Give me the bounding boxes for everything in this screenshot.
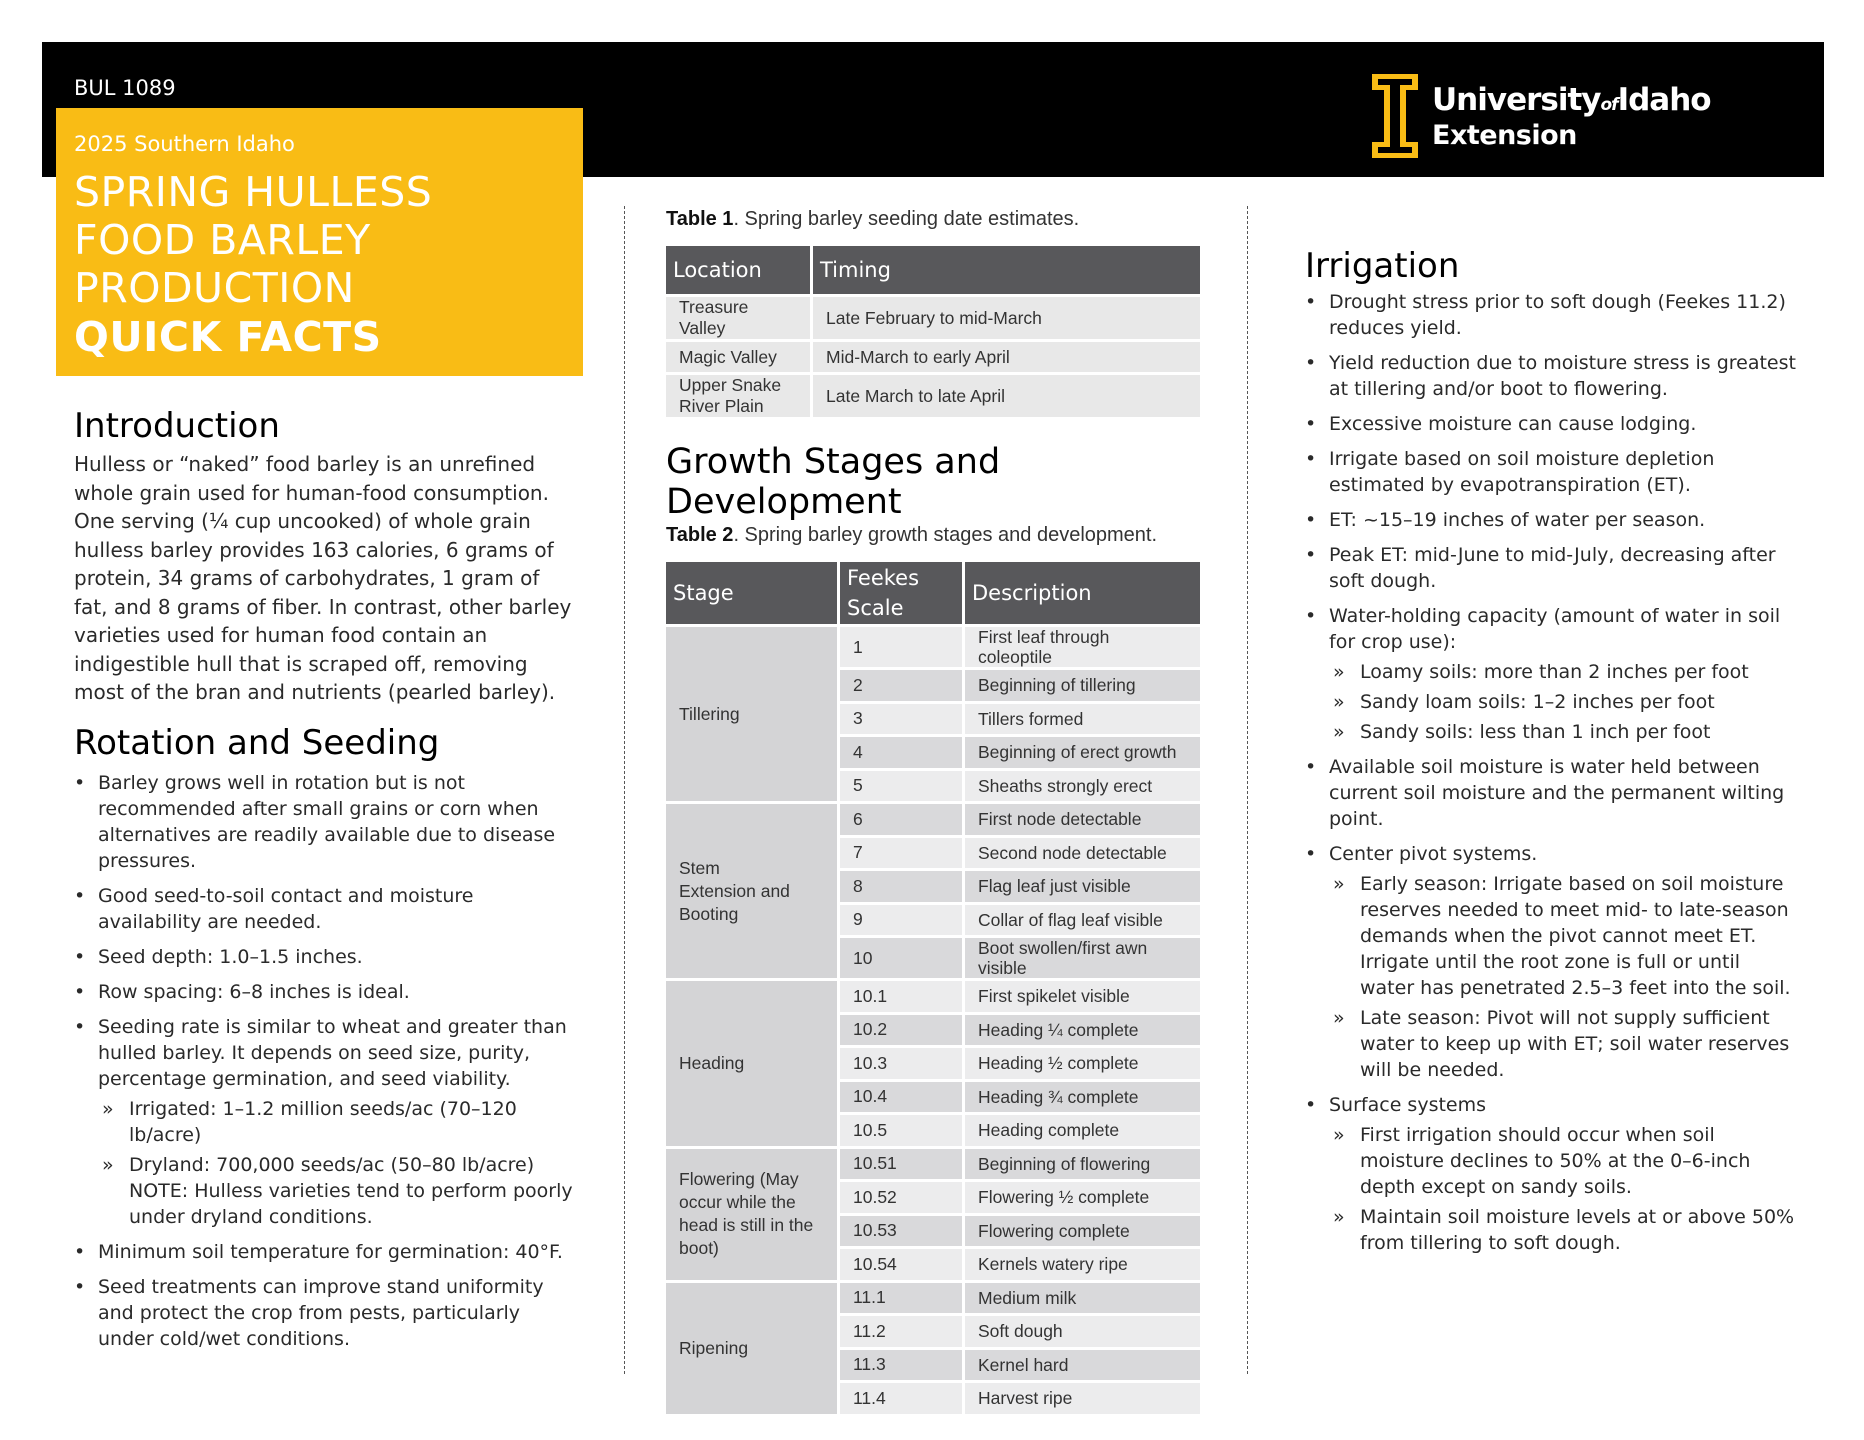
stage-cell: Tillering [666,627,837,801]
stage-cell: Stem Extension and Booting [666,804,837,978]
feekes-cell: 10.54 [840,1249,962,1280]
table-cell: Late March to late April [813,375,1200,417]
sub-item: » Late season: Pivot will not supply sufficient water to keep up with ET; soil water reserves will be needed. [1329,1005,1797,1083]
description-cell: Tillers formed [965,704,1200,735]
table-cell: Late February to mid-March [813,297,1200,339]
rotation-heading: Rotation and Seeding [74,722,440,763]
stage-cell: Ripening [666,1283,837,1414]
list-item [1305,542,1797,594]
list-item [1305,446,1797,498]
logo-extension: Extension [1432,120,1577,151]
feekes-cell: 10.4 [840,1082,962,1113]
irrigation-list [1305,289,1797,1256]
description-cell: Medium milk [965,1283,1200,1314]
feekes-cell: 10.53 [840,1216,962,1247]
logo-wordmark [1432,84,1711,151]
description-cell: First spikelet visible [965,981,1200,1012]
description-cell: Collar of flag leaf visible [965,905,1200,936]
feekes-cell: 10.52 [840,1182,962,1213]
list-item [1305,507,1797,533]
sub-item: » Dryland: 700,000 seeds/ac (50–80 lb/acre) NOTE: Hulless varieties tend to perform poorly under dryland conditions. [98,1152,574,1230]
list-item [1305,289,1797,341]
table2-header: Description [965,562,1200,624]
description-cell: Kernels watery ripe [965,1249,1200,1280]
list-item-text: Drought stress prior to soft dough (Feekes 11.2) reduces yield. [1329,291,1786,339]
table-cell: Mid-March to early April [813,342,1200,372]
list-item: • Seed treatments can improve stand uniformity and protect the crop from pests, particularly under cold/wet conditions. [74,1274,574,1352]
description-cell: Beginning of flowering [965,1149,1200,1180]
seeding-date-table [663,243,1203,420]
list-item-text: Surface systems [1329,1094,1487,1116]
description-cell: First leaf through coleoptile [965,627,1200,667]
feekes-cell: 10.3 [840,1048,962,1079]
table1-caption [666,208,1226,231]
feekes-cell: 7 [840,838,962,869]
table-cell: Upper Snake River Plain [666,375,810,417]
list-item [1305,841,1797,1083]
feekes-cell: 8 [840,871,962,902]
description-cell: Heading complete [965,1115,1200,1146]
description-cell: Beginning of tillering [965,670,1200,701]
logo-idaho: Idaho [1617,82,1711,118]
sub-item: » Sandy loam soils: 1–2 inches per foot [1329,689,1797,715]
table1-header: Timing [813,246,1200,294]
list-item-text: Excessive moisture can cause lodging. [1329,413,1697,435]
sub-item: » Irrigated: 1–1.2 million seeds/ac (70–120 lb/acre) [98,1096,574,1148]
column-divider-right [1247,206,1248,1374]
description-cell: Boot swollen/first awn visible [965,938,1200,978]
list-item-text: Peak ET: mid-June to mid-July, decreasing after soft dough. [1329,544,1776,592]
left-column [74,406,574,1352]
table-row [666,342,1200,372]
middle-column [666,208,1226,1417]
list-item: • Seed depth: 1.0–1.5 inches. [74,944,574,970]
table1-caption-label: Table 1 [666,208,734,230]
description-cell: Heading ¾ complete [965,1082,1200,1113]
table1-header: Location [666,246,810,294]
list-item [1305,603,1797,745]
logo-university: University [1432,82,1601,118]
table2-caption-text: . Spring barley growth stages and development. [733,524,1158,546]
feekes-cell: 10.5 [840,1115,962,1146]
description-cell: Flowering ½ complete [965,1182,1200,1213]
bulletin-number: BUL 1089 [74,76,176,100]
feekes-cell: 4 [840,737,962,768]
feekes-cell: 2 [840,670,962,701]
list-item: • Row spacing: 6–8 inches is ideal. [74,979,574,1005]
irrigation-heading: Irrigation [1305,246,1460,286]
table1-caption-text: . Spring barley seeding date estimates. [733,208,1080,230]
table-row [666,804,1200,835]
irrigation-sublist [1329,1122,1797,1256]
feekes-cell: 10.2 [840,1015,962,1046]
table-row [666,981,1200,1012]
seeding-sublist [98,1096,574,1230]
description-cell: Flowering complete [965,1216,1200,1247]
list-item [1305,350,1797,402]
page-title: SPRING HULLESS FOOD BARLEY PRODUCTION [74,168,433,312]
description-cell: Second node detectable [965,838,1200,869]
list-item [1305,754,1797,832]
sub-item: » Early season: Irrigate based on soil moisture reserves needed to meet mid- to late-season demands when the pivot cannot meet ET. Irrigate until the root zone is full or until water has penetrated 2.5–3 feet into the soil. [1329,871,1797,1001]
list-item-text: Water-holding capacity (amount of water in soil for crop use): [1329,605,1781,653]
table2-caption-label: Table 2 [666,524,734,546]
title-box [56,108,583,376]
description-cell: First node detectable [965,804,1200,835]
feekes-cell: 11.3 [840,1350,962,1381]
description-cell: Harvest ripe [965,1383,1200,1414]
table-row [666,627,1200,667]
list-item-text: Seeding rate is similar to wheat and greater than hulled barley. It depends on seed size, purity, percentage germination, and seed viability. [98,1015,567,1090]
list-item: • Minimum soil temperature for germination: 40°F. [74,1239,574,1265]
page-title-bold: QUICK FACTS [74,313,382,361]
subtitle: 2025 Southern Idaho [74,132,295,156]
feekes-cell: 11.4 [840,1383,962,1414]
intro-text: Hulless or “naked” food barley is an unrefined whole grain used for human-food consumption. One serving (¼ cup uncooked) of whole grain hulless barley provides 163 calories, 6 grams of protein, 34 grams of carbohydrates, 1 gram of fat, and 8 grams of fiber. In contrast, other barley varieties used for human food contain an indigestible hull that is scraped off, removing most of the bran and nutrients (pearled barley). [74,452,572,704]
list-item: • Good seed-to-soil contact and moisture availability are needed. [74,883,574,935]
feekes-cell: 1 [840,627,962,667]
description-cell: Soft dough [965,1316,1200,1347]
description-cell: Kernel hard [965,1350,1200,1381]
list-item: • Barley grows well in rotation but is not recommended after small grains or corn when alternatives are readily available due to disease pressures. [74,770,574,874]
right-column [1305,246,1797,1256]
list-item-text: Irrigate based on soil moisture depletion estimated by evapotranspiration (ET). [1329,448,1715,496]
description-cell: Beginning of erect growth [965,737,1200,768]
table2-header: Feekes Scale [840,562,962,624]
feekes-cell: 3 [840,704,962,735]
list-item [74,1014,574,1230]
table-row [666,1283,1200,1314]
sub-item: » Loamy soils: more than 2 inches per foot [1329,659,1797,685]
feekes-cell: 9 [840,905,962,936]
feekes-cell: 11.2 [840,1316,962,1347]
intro-heading: Introduction [74,406,280,446]
description-cell: Heading ½ complete [965,1048,1200,1079]
description-cell: Flag leaf just visible [965,871,1200,902]
list-item-text: ET: ~15–19 inches of water per season. [1329,509,1706,531]
feekes-cell: 10.1 [840,981,962,1012]
table-cell: Magic Valley [666,342,810,372]
table-row [666,297,1200,339]
list-item [1305,411,1797,437]
irrigation-sublist [1329,659,1797,745]
list-item-text: Available soil moisture is water held between current soil moisture and the permanent wilting point. [1329,756,1785,830]
feekes-cell: 11.1 [840,1283,962,1314]
sub-item: » Maintain soil moisture levels at or above 50% from tillering to soft dough. [1329,1204,1797,1256]
feekes-cell: 10 [840,938,962,978]
list-item [1305,1092,1797,1256]
table-row [666,1149,1200,1180]
irrigation-sublist [1329,871,1797,1083]
table-cell: Treasure Valley [666,297,810,339]
list-item-text: Center pivot systems. [1329,843,1538,865]
growth-heading: Growth Stages and Development [666,442,1001,522]
rotation-list [74,770,574,1352]
table-row [666,375,1200,417]
description-cell: Heading ¼ complete [965,1015,1200,1046]
feekes-cell: 6 [840,804,962,835]
table2-header: Stage [666,562,837,624]
feekes-cell: 5 [840,771,962,802]
stage-cell: Flowering (May occur while the head is still in the boot) [666,1149,837,1280]
logo-of: of [1600,95,1618,115]
sub-item: » First irrigation should occur when soil moisture declines to 50% at the 0–6-inch depth except on sandy soils. [1329,1122,1797,1200]
column-divider-left [624,206,625,1374]
growth-stage-table [663,559,1203,1417]
stage-cell: Heading [666,981,837,1146]
feekes-cell: 10.51 [840,1149,962,1180]
list-item-text: Yield reduction due to moisture stress is greatest at tillering and/or boot to flowering. [1329,352,1796,400]
sub-item: » Sandy soils: less than 1 inch per foot [1329,719,1797,745]
table2-caption [666,524,1226,547]
description-cell: Sheaths strongly erect [965,771,1200,802]
